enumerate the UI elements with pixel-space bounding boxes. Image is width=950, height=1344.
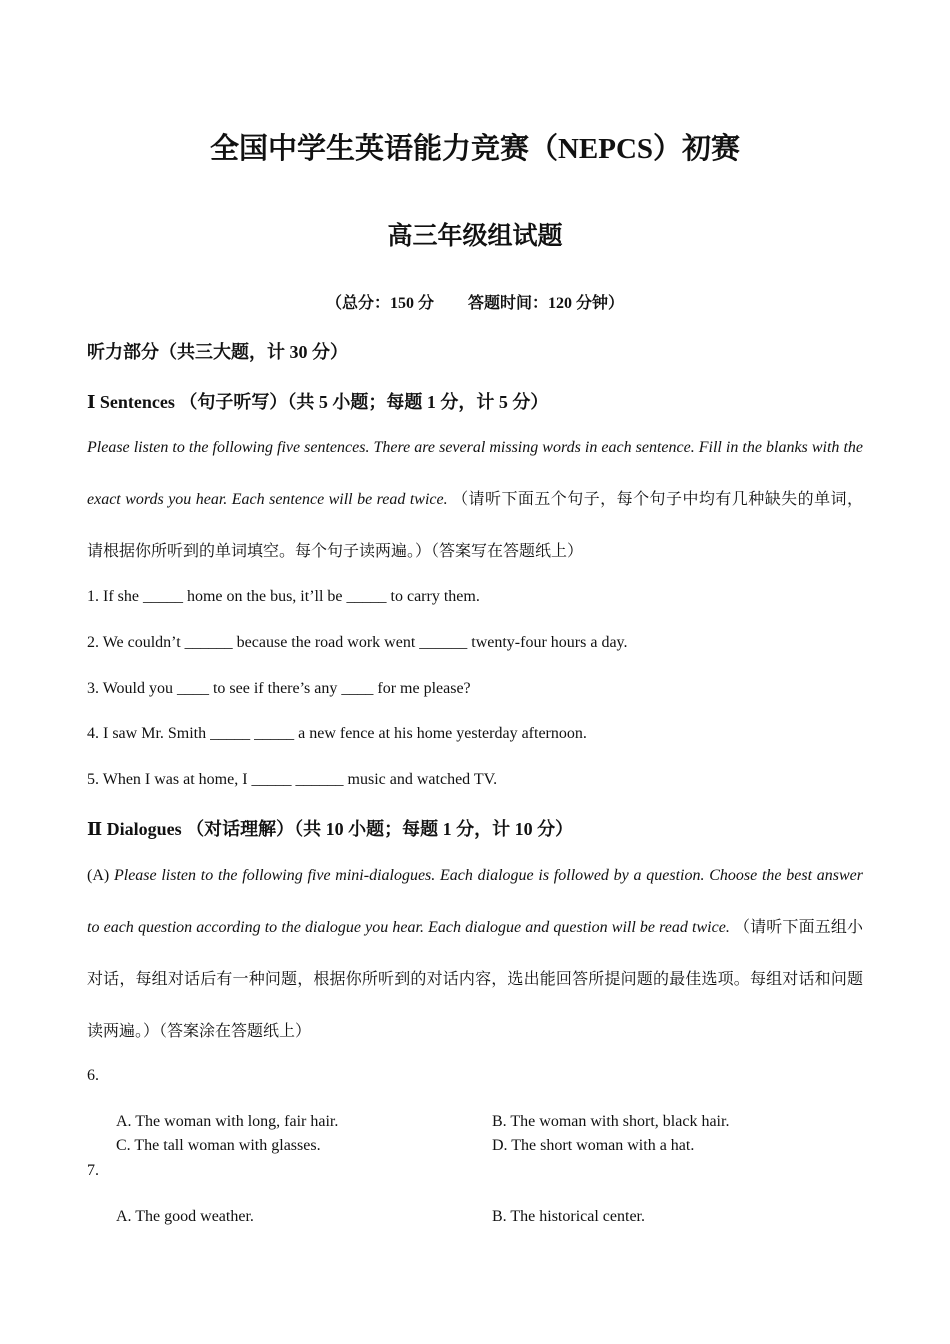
sentence-item: 1. If she _____ home on the bus, it’ll be _____ to carry them. (87, 588, 480, 605)
page-title: 全国中学生英语能力竞赛（NEPCS）初赛 (209, 133, 741, 165)
q7-option-b: B. The historical center. (492, 1208, 645, 1225)
part1-instruction-cn: （请听下面五个句子，每个句子中均有几种缺失的单词，请根据你所听到的单词填空。每个句子读两遍。）（答案写在答题纸上） (87, 491, 864, 560)
sentence-item: 3. Would you ____ to see if there’s any ____ for me please? (87, 680, 471, 697)
q7-option-a: A. The good weather. (116, 1208, 254, 1225)
listening-heading: 听力部分（共三大题，计 30 分） (87, 342, 348, 362)
part1-heading: Ⅰ Sentences （句子听写）（共 5 小题；每题 1 分，计 5 分） (87, 392, 549, 412)
q6-option-c: C. The tall woman with glasses. (116, 1137, 321, 1154)
part2-heading: Ⅱ Dialogues （对话理解）（共 10 小题；每题 1 分，计 10 分） (87, 819, 574, 839)
part1-instruction (87, 422, 863, 578)
total-score: （总分：150 分 (325, 295, 434, 312)
part1-instruction-en: Please listen to the following five sentences. There are several missing words in each sentence. Fill in the blanks with the exact words you hear. Each sentence will be read twice. (87, 439, 863, 508)
sentence-item: 5. When I was at home, I _____ ______ music and watched TV. (87, 771, 498, 788)
sentence-item: 4. I saw Mr. Smith _____ _____ a new fence at his home yesterday afternoon. (87, 725, 587, 742)
sentence-item: 2. We couldn’t ______ because the road work went ______ twenty-four hours a day. (87, 634, 628, 651)
exam-meta (0, 290, 950, 313)
q6-option-b: B. The woman with short, black hair. (492, 1113, 730, 1130)
question-number-6: 6. (87, 1067, 99, 1084)
q6-option-a: A. The woman with long, fair hair. (116, 1113, 339, 1130)
page-subtitle: 高三年级组试题 (387, 223, 563, 250)
part2-instruction (87, 850, 863, 1058)
part2-instruction-en: Please listen to the following five mini-dialogues. Each dialogue is followed by a question. Choose the best answer to each question according to the dialogue you hear. Each dialogue and question will be read twice. (87, 867, 864, 936)
question-number-7: 7. (87, 1162, 99, 1179)
part2-prefix: (A) (87, 867, 110, 884)
time-limit: 答题时间：120 分钟） (468, 295, 625, 312)
part2-instruction-cn: （请听下面五组小对话，每组对话后有一种问题，根据你所听到的对话内容，选出能回答所提问题的最佳选项。每组对话和问题读两遍。）（答案涂在答题纸上） (87, 919, 864, 1040)
q6-option-d: D. The short woman with a hat. (492, 1137, 695, 1154)
